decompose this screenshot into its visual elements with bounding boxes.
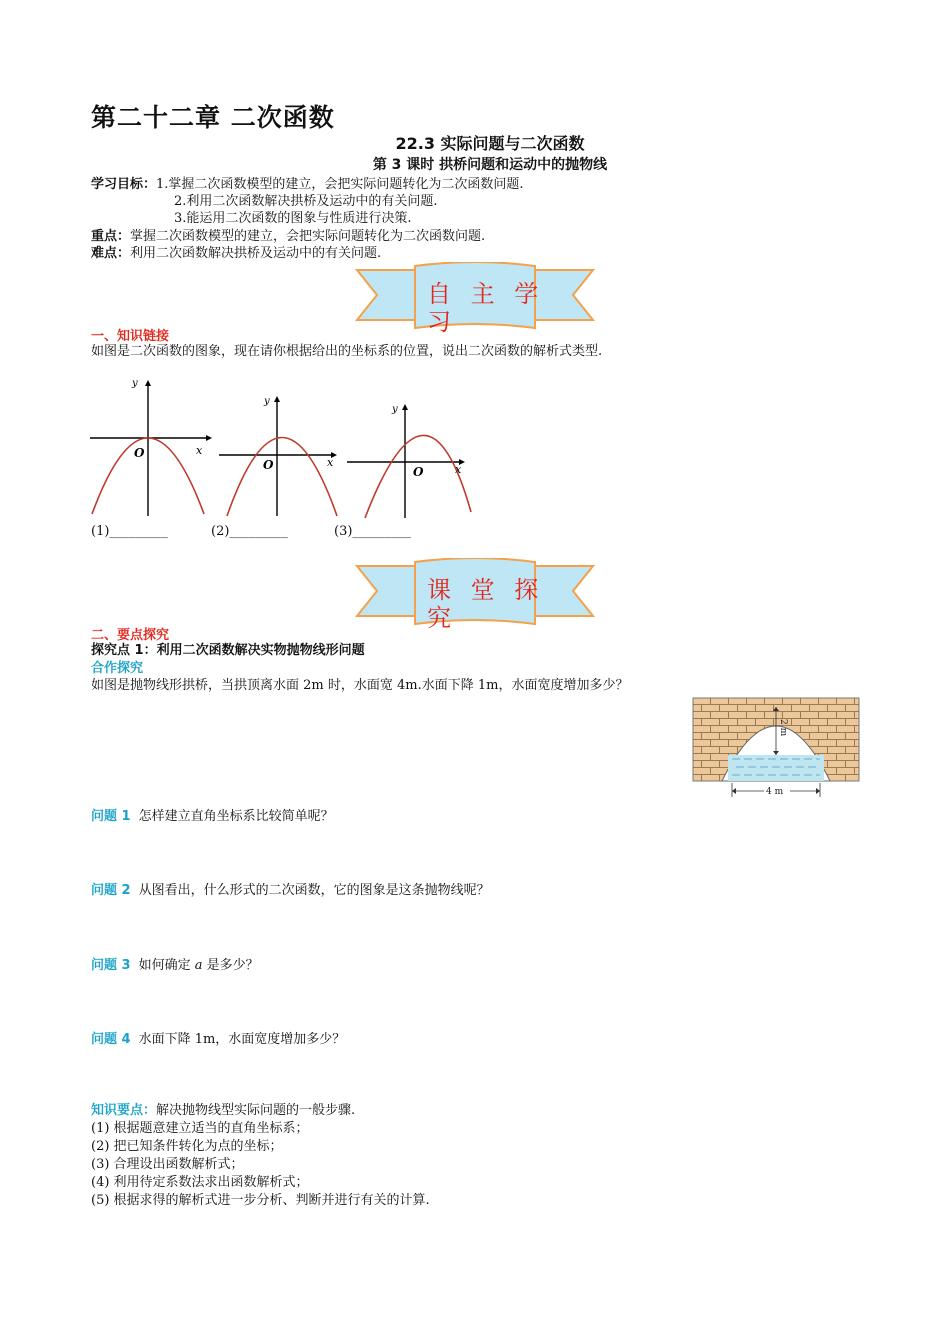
chapter-title: 第二十二章 二次函数 (91, 103, 335, 132)
question-text: 是多少？ (202, 958, 259, 973)
objective-item: 3.能运用二次函数的图象与性质进行决策. (174, 211, 412, 226)
question-label: 问题 3 (91, 958, 131, 973)
origin-label: O (263, 458, 274, 472)
question-label: 问题 2 (91, 883, 131, 898)
banner-line-1: 课 堂 探 (427, 576, 545, 604)
axis-y-label: y (132, 378, 138, 389)
question-2 (91, 879, 490, 898)
objective-item: 1.掌握二次函数模型的建立，会把实际问题转化为二次函数问题. (156, 177, 524, 192)
difficulty-label: 难点： (91, 246, 131, 261)
variable-a: a (194, 958, 203, 973)
banner-class-explore (355, 558, 595, 630)
question-1 (91, 805, 334, 824)
knowledge-step: (2) 把已知条件转化为点的坐标； (91, 1139, 283, 1154)
question-label: 问题 1 (91, 809, 131, 824)
question-text: 怎样建立直角坐标系比较简单呢？ (138, 809, 334, 824)
key-point-text: 掌握二次函数模型的建立，会把实际问题转化为二次函数问题. (130, 229, 486, 244)
banner-line-1: 自 主 学 (427, 280, 545, 308)
key-point-label: 重点： (91, 229, 131, 244)
banner-self-study (355, 262, 595, 334)
question-3 (91, 954, 259, 973)
lesson-title: 第 3 课时 拱桥问题和运动中的抛物线 (372, 157, 608, 173)
knowledge-step: (1) 根据题意建立适当的直角坐标系； (91, 1121, 309, 1136)
coop-explore-label: 合作探究 (91, 661, 144, 676)
origin-label: O (413, 465, 424, 479)
key-point-line (91, 228, 485, 245)
banner-line-2: 习 (427, 308, 457, 334)
origin-label: O (134, 446, 145, 460)
part2-heading: 二、要点探究 (91, 628, 170, 643)
knowledge-step: (3) 合理设出函数解析式； (91, 1157, 244, 1172)
problem-text: 如图是抛物线形拱桥，当拱顶离水面 2m 时，水面宽 4m.水面下降 1m，水面宽度增加多少？ (91, 678, 629, 693)
knowledge-step: (4) 利用待定系数法求出函数解析式； (91, 1175, 309, 1190)
graph-2 (217, 392, 341, 518)
axis-y-label: y (264, 396, 270, 407)
question-4 (91, 1028, 345, 1047)
question-text: 从图看出，什么形式的二次函数，它的图象是这条抛物线呢？ (138, 883, 490, 898)
difficulty-text: 利用二次函数解决拱桥及运动中的有关问题. (130, 246, 382, 261)
banner-line-2: 究 (427, 604, 457, 630)
difficulty-line (91, 245, 381, 262)
bridge-height-label: 2 m (778, 719, 788, 737)
answer-blank-3[interactable]: (3)_________ (334, 524, 411, 539)
knowledge-label: 知识要点： (91, 1103, 157, 1118)
graph-1 (88, 378, 213, 518)
section-title: 22.3 实际问题与二次函数 (395, 134, 585, 153)
knowledge-intro (91, 1102, 355, 1119)
axis-y-label: y (392, 404, 398, 415)
explore-point-title: 探究点 1：利用二次函数解决实物抛物线形问题 (91, 643, 365, 658)
bridge-width-label: 4 m (766, 787, 784, 797)
objective-item: 2.利用二次函数解决拱桥及运动中的有关问题. (174, 194, 438, 209)
axis-x-label: x (196, 444, 203, 457)
answer-blank-1[interactable]: (1)_________ (91, 524, 168, 539)
question-text: 如何确定 (138, 958, 195, 973)
knowledge-intro-text: 解决抛物线型实际问题的一般步骤. (156, 1103, 356, 1118)
answer-blank-2[interactable]: (2)_________ (211, 524, 288, 539)
question-text: 水面下降 1m，水面宽度增加多少？ (138, 1032, 346, 1047)
knowledge-step: (5) 根据求得的解析式进一步分析、判断并进行有关的计算. (91, 1193, 430, 1208)
part1-heading: 一、知识链接 (91, 329, 170, 344)
axis-x-label: x (327, 456, 334, 469)
objectives-label: 学习目标： (91, 177, 157, 192)
arch-bridge-figure (692, 697, 860, 803)
question-label: 问题 4 (91, 1032, 131, 1047)
part1-text: 如图是二次函数的图象，现在请你根据给出的坐标系的位置，说出二次函数的解析式类型. (91, 344, 603, 359)
axis-x-label: x (455, 463, 462, 476)
graph-3 (345, 400, 475, 520)
objectives-line-1 (91, 176, 524, 193)
